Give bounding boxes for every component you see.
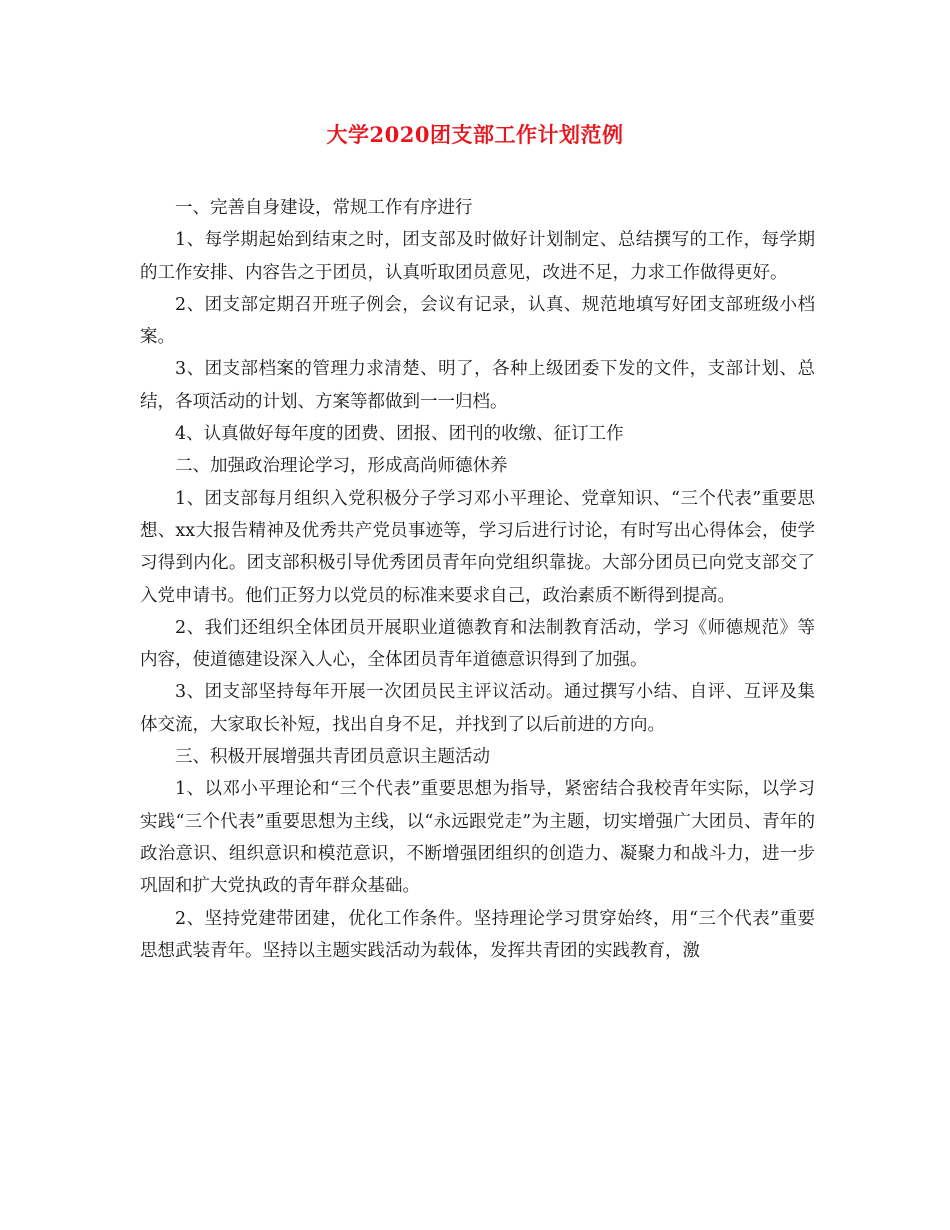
- document-title: 大学2020团支部工作计划范例: [326, 122, 624, 147]
- paragraph: 1、每学期起始到结束之时，团支部及时做好计划制定、总结撰写的工作，每学期的工作安排、内容告之于团员，认真听取团员意见，改进不足，力求工作做得更好。: [140, 230, 815, 283]
- paragraph: 2、我们还组织全体团员开展职业道德教育和法制教育活动，学习《师德规范》等内容，使道德建设深入人心，全体团员青年道德意识得到了加强。: [140, 617, 815, 671]
- paragraph: 4、认真做好每年度的团费、团报、团刊的收缴、征订工作: [175, 424, 624, 445]
- section-heading-3: 三、积极开展增强共青团员意识主题活动: [175, 747, 490, 768]
- paragraph: 1、团支部每月组织入党积极分子学习邓小平理论、党章知识、“三个代表”重要思想、xx大报告精神及优秀共产党员事迹等，学习后进行讨论，有时写出心得体会，使学习得到内化。团支部积极引导优秀团员青年向党组织靠拢。大部分团员已向党支部交了入党申请书。他们正努力以党员的标准来要求自己，政治素质不断得到提高。: [140, 488, 815, 606]
- paragraph: 2、坚持党建带团建，优化工作条件。坚持理论学习贯穿始终，用“三个代表”重要思想武装青年。坚持以主题实践活动为载体，发挥共青团的实践教育，激: [140, 908, 815, 961]
- paragraph: 3、团支部档案的管理力求清楚、明了，各种上级团委下发的文件，支部计划、总结，各项活动的计划、方案等都做到一一归档。: [140, 359, 815, 412]
- section-heading-2: 二、加强政治理论学习，形成高尚师德休养: [175, 456, 508, 477]
- section-heading-1: 一、完善自身建设，常规工作有序进行: [175, 198, 473, 218]
- paragraph: 2、团支部定期召开班子例会，会议有记录，认真、规范地填写好团支部班级小档案。: [140, 294, 815, 348]
- paragraph: 3、团支部坚持每年开展一次团员民主评议活动。通过撰写小结、自评、互评及集体交流，大家取长补短，找出自身不足，并找到了以后前进的方向。: [140, 682, 815, 735]
- document-body: [140, 192, 815, 967]
- paragraph: 1、以邓小平理论和“三个代表”重要思想为指导，紧密结合我校青年实际，以学习实践“三个代表”重要思想为主线，以“永远跟党走”为主题，切实增强广大团员、青年的政治意识、组织意识和模范意识，不断增强团组织的创造力、凝聚力和战斗力，进一步巩固和扩大党执政的青年群众基础。: [140, 779, 815, 897]
